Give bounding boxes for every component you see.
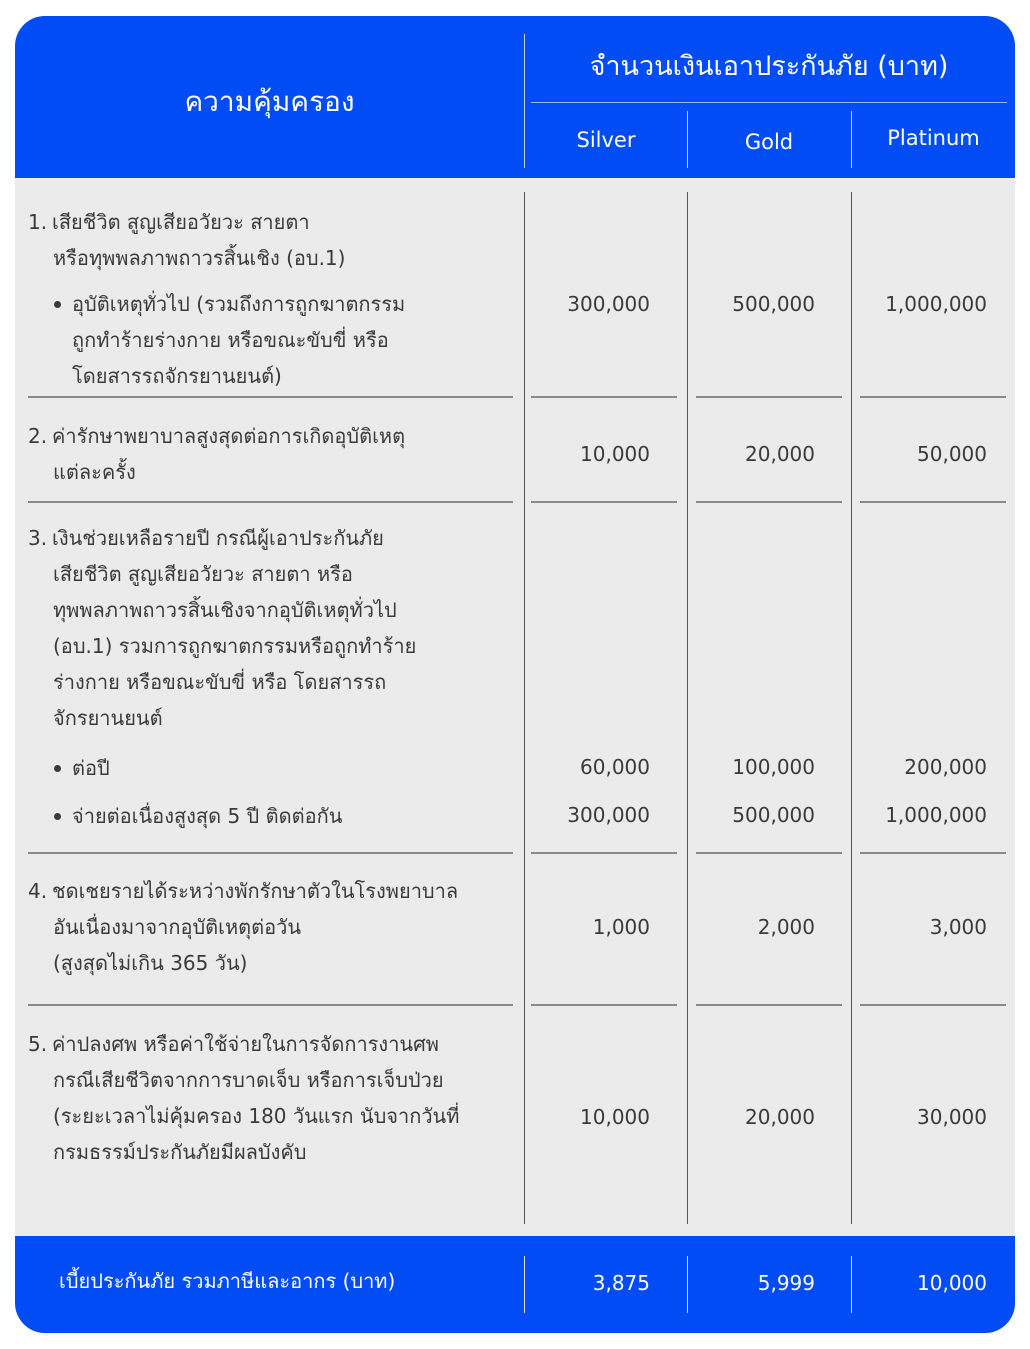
value-silver: 300,000: [567, 803, 650, 827]
premium-label: เบี้ยประกันภัย รวมภาษีและอากร (บาท): [59, 1269, 396, 1293]
row-separator: [696, 1004, 842, 1006]
sub-item-line: ถูกทำร้ายร่างกาย หรือขณะขับขี่ หรือ: [72, 328, 389, 352]
value-platinum: 30,000: [917, 1105, 987, 1129]
row-separator: [531, 852, 677, 854]
sub-item: [28, 750, 416, 786]
coverage-row-3: [28, 520, 416, 834]
row-title-line: ค่าปลงศพ หรือค่าใช้จ่ายในการจัดการงานศพ: [52, 1032, 439, 1056]
row-number: 1.: [28, 210, 48, 234]
value-platinum: 1,000,000: [885, 292, 987, 316]
row-title-line: ชดเชยรายได้ระหว่างพักรักษาตัวในโรงพยาบาล: [52, 879, 459, 903]
row-separator: [28, 852, 513, 854]
row-separator: [28, 396, 513, 398]
row-number: 4.: [28, 879, 48, 903]
sub-item: [28, 286, 405, 394]
sub-item-line: ต่อปี: [72, 756, 110, 780]
value-gold: 500,000: [732, 803, 815, 827]
value-silver: 300,000: [567, 292, 650, 316]
column-divider: [851, 192, 852, 1224]
tier-header-silver: Silver: [576, 128, 636, 152]
value-platinum: 50,000: [917, 442, 987, 466]
row-title-line: ค่ารักษาพยาบาลสูงสุดต่อการเกิดอุบัติเหตุ: [52, 424, 406, 448]
row-separator: [860, 852, 1006, 854]
value-silver: 60,000: [580, 755, 650, 779]
premium-platinum: 10,000: [917, 1271, 987, 1295]
bullet-icon: [54, 301, 61, 308]
row-separator: [860, 501, 1006, 503]
row-separator: [860, 396, 1006, 398]
tier-header-gold: Gold: [744, 130, 794, 154]
value-silver: 1,000: [592, 915, 650, 939]
row-separator: [531, 501, 677, 503]
premium-gold: 5,999: [757, 1271, 815, 1295]
row-title-line: (สูงสุดไม่เกิน 365 วัน): [53, 951, 248, 975]
value-gold: 20,000: [745, 1105, 815, 1129]
row-title-line: กรมธรรม์ประกันภัยมีผลบังคับ: [53, 1140, 307, 1164]
row-title-line: (อบ.1) รวมการถูกฆาตกรรมหรือถูกทำร้าย: [53, 634, 417, 658]
row-title-line: อันเนื่องมาจากอุบัติเหตุต่อวัน: [53, 915, 302, 939]
row-separator: [860, 1004, 1006, 1006]
value-platinum: 3,000: [929, 915, 987, 939]
row-separator: [28, 1004, 513, 1006]
value-platinum: 1,000,000: [885, 803, 987, 827]
column-divider: [524, 192, 525, 1224]
premium-silver: 3,875: [592, 1271, 650, 1295]
row-separator: [531, 1004, 677, 1006]
row-title-line: เสียชีวิต สูญเสียอวัยวะ สายตา: [52, 210, 310, 234]
value-gold: 20,000: [745, 442, 815, 466]
column-divider: [687, 192, 688, 1224]
coverage-row-5: [28, 1026, 459, 1170]
bullet-icon: [54, 813, 61, 820]
value-platinum: 200,000: [904, 755, 987, 779]
row-separator: [28, 501, 513, 503]
row-title-line: หรือทุพพลภาพถาวรสิ้นเชิง (อบ.1): [53, 246, 346, 270]
row-separator: [696, 852, 842, 854]
row-number: 3.: [28, 526, 48, 550]
table-header: [15, 16, 1015, 178]
sum-insured-header: จำนวนเงินเอาประกันภัย (บาท): [589, 51, 949, 82]
row-number: 5.: [28, 1032, 48, 1056]
row-title-line: แต่ละครั้ง: [53, 460, 136, 484]
row-separator: [696, 501, 842, 503]
value-gold: 100,000: [732, 755, 815, 779]
row-title-line: จักรยานยนต์: [53, 706, 163, 730]
sub-item-line: โดยสารรถจักรยานยนต์): [72, 364, 282, 388]
row-number: 2.: [28, 424, 48, 448]
sub-item-line: จ่ายต่อเนื่องสูงสุด 5 ปี ติดต่อกัน: [72, 804, 343, 828]
row-title-line: เสียชีวิต สูญเสียอวัยวะ สายตา หรือ: [53, 562, 353, 586]
premium-footer: [15, 1236, 1015, 1333]
sub-item-line: อุบัติเหตุทั่วไป (รวมถึงการถูกฆาตกรรม: [72, 292, 406, 316]
value-gold: 500,000: [732, 292, 815, 316]
sub-item: [28, 798, 416, 834]
coverage-row-4: [28, 873, 458, 981]
row-separator: [696, 396, 842, 398]
value-silver: 10,000: [580, 442, 650, 466]
row-title-line: (ระยะเวลาไม่คุ้มครอง 180 วันแรก นับจากวันที่: [53, 1104, 460, 1128]
value-silver: 10,000: [580, 1105, 650, 1129]
row-title-line: ร่างกาย หรือขณะขับขี่ หรือ โดยสารรถ: [53, 670, 387, 694]
coverage-table-card: [15, 16, 1015, 1333]
tier-header-platinum: Platinum: [887, 126, 980, 150]
row-separator: [531, 396, 677, 398]
row-title-line: ทุพพลภาพถาวรสิ้นเชิงจากอุบัติเหตุทั่วไป: [53, 598, 397, 622]
header-horizontal-divider: [531, 102, 1007, 103]
row-title-line: กรณีเสียชีวิตจากการบาดเจ็บ หรือการเจ็บป่วย: [53, 1068, 444, 1092]
bullet-icon: [54, 765, 61, 772]
coverage-column-header: ความคุ้มครอง: [184, 85, 355, 118]
row-title-line: เงินช่วยเหลือรายปี กรณีผู้เอาประกันภัย: [52, 526, 384, 550]
coverage-row-2: [28, 418, 405, 490]
coverage-row-1: [28, 204, 405, 394]
value-gold: 2,000: [757, 915, 815, 939]
